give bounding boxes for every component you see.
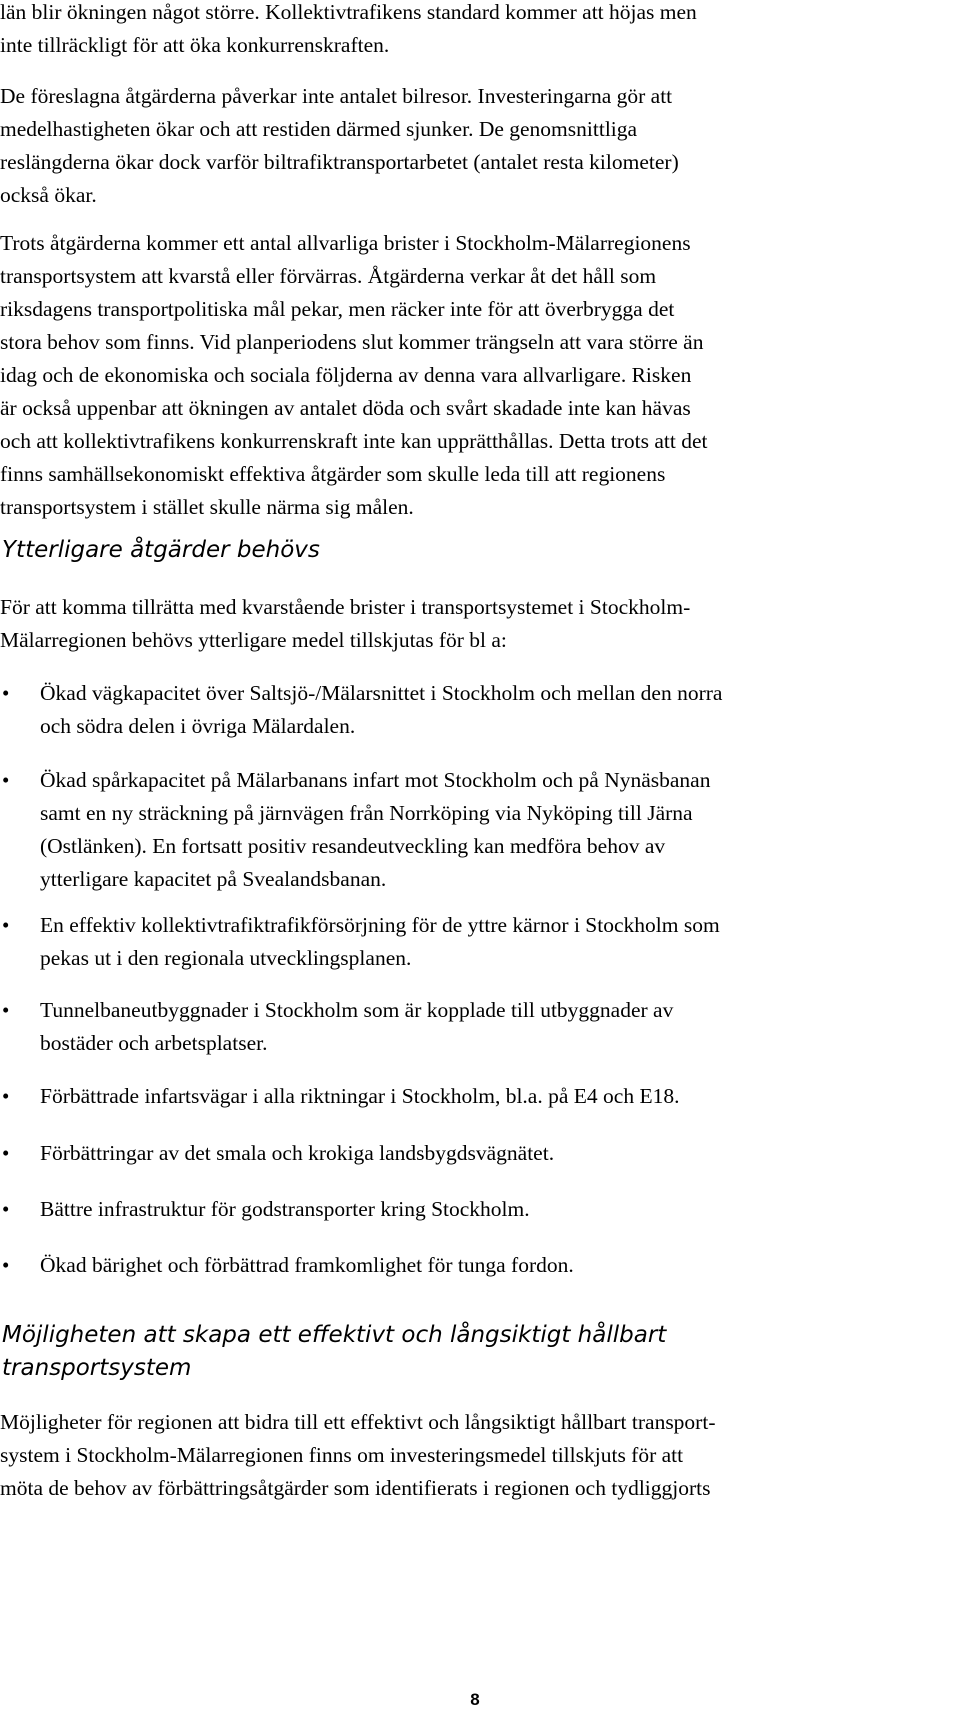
text-line: finns samhällsekonomiskt effektiva åtgärder som skulle leda till att regionens: [0, 462, 666, 486]
text-line: län blir ökningen något större. Kollektivtrafikens standard kommer att höjas men: [0, 0, 697, 24]
paragraph-medel: [0, 591, 690, 657]
text-line: (Ostlänken). En fortsatt positiv resandeutveckling kan medföra behov av: [40, 834, 666, 858]
bullet-icon: •: [2, 998, 10, 1022]
text-line: reslängderna ökar dock varför biltrafiktransportarbetet (antalet resta kilometer): [0, 150, 679, 174]
paragraph-bilresor: [0, 80, 679, 212]
text-line: pekas ut i den regionala utvecklingsplanen.: [40, 946, 412, 970]
text-line: idag och de ekonomiska och sociala följderna av denna vara allvarligare. Risken: [0, 363, 692, 387]
text-line: Möjligheter för regionen att bidra till ett effektivt och långsiktigt hållbart transport-: [0, 1410, 716, 1434]
text-line: Mälarregionen behövs ytterligare medel tillskjutas för bl a:: [0, 628, 507, 652]
text-line: transportsystem att kvarstå eller förvärras. Åtgärderna verkar åt det håll som: [0, 264, 657, 288]
text-line: Ökad spårkapacitet på Mälarbanans infart mot Stockholm och på Nynäsbanan: [40, 768, 711, 792]
text-line: också ökar.: [0, 183, 97, 207]
text-line: Ökad bärighet och förbättrad framkomlighet för tunga fordon.: [40, 1253, 574, 1277]
text-line: system i Stockholm-Mälarregionen finns om investeringsmedel tillskjuts för att: [0, 1443, 684, 1467]
text-line: För att komma tillrätta med kvarstående brister i transportsystemet i Stockholm-: [0, 595, 691, 619]
text-line: Ökad vägkapacitet över Saltsjö-/Mälarsnittet i Stockholm och mellan den norra: [40, 681, 723, 705]
section-heading-ytterligare: Ytterligare åtgärder behövs: [2, 537, 320, 563]
text-line: Trots åtgärderna kommer ett antal allvarliga brister i Stockholm-Mälarregionens: [0, 231, 691, 255]
text-line: De föreslagna åtgärderna påverkar inte antalet bilresor. Investeringarna gör att: [0, 84, 673, 108]
text-line: Förbättringar av det smala och krokiga landsbygdsvägnätet.: [40, 1141, 555, 1165]
bullet-icon: •: [2, 681, 10, 705]
text-line: samt en ny sträckning på järnvägen från Norrköping via Nyköping till Järna: [40, 801, 693, 825]
text-line: medelhastigheten ökar och att restiden därmed sjunker. De genomsnittliga: [0, 117, 638, 141]
text-line: bostäder och arbetsplatser.: [40, 1031, 268, 1055]
text-line: inte tillräckligt för att öka konkurrenskraften.: [0, 33, 390, 57]
text-line: Bättre infrastruktur för godstransporter kring Stockholm.: [40, 1197, 530, 1221]
text-line: och södra delen i övriga Mälardalen.: [40, 714, 356, 738]
text-line: stora behov som finns. Vid planperiodens slut kommer trängseln att vara större än: [0, 330, 704, 354]
bullet-icon: •: [2, 1141, 10, 1165]
text-line: riksdagens transportpolitiska mål pekar, men räcker inte för att överbrygga det: [0, 297, 675, 321]
heading-line: Möjligheten att skapa ett effektivt och långsiktigt hållbart: [2, 1322, 667, 1348]
paragraph-intro: [0, 0, 697, 62]
text-line: och att kollektivtrafikens konkurrenskraft inte kan upprätthållas. Detta trots att det: [0, 429, 708, 453]
page-number: 8: [470, 1690, 480, 1709]
section-heading-mojligheten: [2, 1319, 666, 1385]
text-line: transportsystem i stället skulle närma sig målen.: [0, 495, 414, 519]
bullet-icon: •: [2, 1084, 10, 1108]
text-line: Tunnelbaneutbyggnader i Stockholm som är kopplade till utbyggnader av: [40, 998, 674, 1022]
bullet-icon: •: [2, 1197, 10, 1221]
text-line: möta de behov av förbättringsåtgärder som identifierats i regionen och tydliggjorts: [0, 1476, 711, 1500]
paragraph-mojligheter: [0, 1406, 715, 1505]
bullet-icon: •: [2, 913, 10, 937]
text-line: är också uppenbar att ökningen av antalet döda och svårt skadade inte kan hävas: [0, 396, 691, 420]
bullet-icon: •: [2, 768, 10, 792]
text-line: En effektiv kollektivtrafiktrafikförsörjning för de yttre kärnor i Stockholm som: [40, 913, 720, 937]
text-line: ytterligare kapacitet på Svealandsbanan.: [40, 867, 387, 891]
paragraph-brister: [0, 227, 708, 524]
heading-line: transportsystem: [2, 1355, 192, 1381]
text-line: Förbättrade infartsvägar i alla riktningar i Stockholm, bl.a. på E4 och E18.: [40, 1084, 680, 1108]
bullet-icon: •: [2, 1253, 10, 1277]
